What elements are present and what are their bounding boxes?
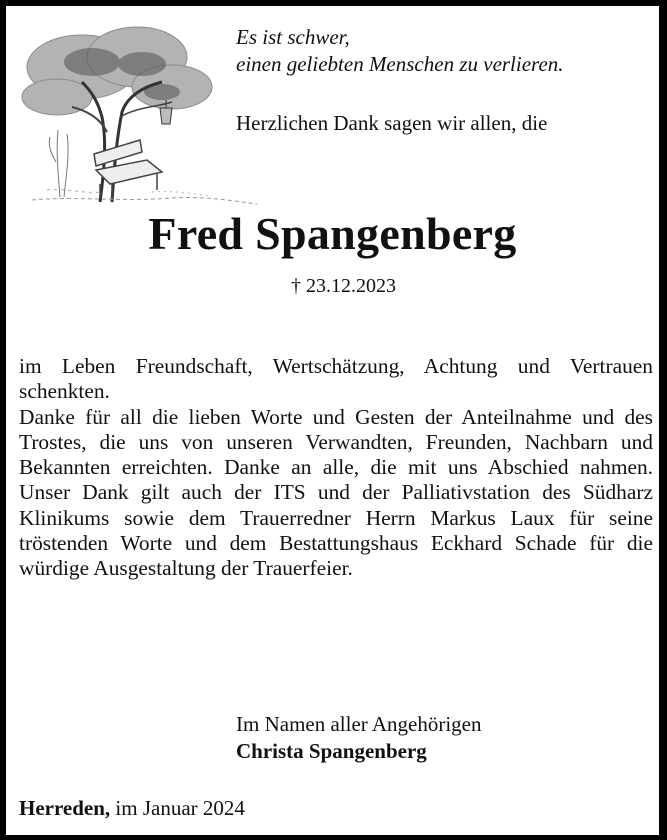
place-date: im Januar 2024 [110, 796, 245, 820]
signature-block [236, 711, 482, 765]
place-and-date [19, 795, 245, 822]
on-behalf-line: Im Namen aller Angehörigen [236, 712, 482, 736]
signer-name: Christa Spangenberg [236, 739, 427, 763]
place-city: Herreden, [19, 796, 111, 820]
tree-bench-illustration-icon [12, 12, 262, 207]
motto-quote [236, 24, 564, 78]
motto-line-1: Es ist schwer, [236, 25, 350, 49]
obituary-thank-you-notice [6, 6, 659, 835]
thanks-intro: Herzlichen Dank sagen wir allen, die [236, 111, 548, 135]
motto-line-2: einen geliebten Menschen zu verlieren. [236, 52, 564, 76]
body-paragraph-2: Danke für all die lieben Worte und Gesten der Anteilnahme und des Trostes, die uns von unseren Verwandten, Freunden, Nachbarn und Bekannten erreichten. Danke an alle, die mit uns Abschied nahmen. Unser Dank gilt auch der ITS und der Palliativstation des Südharz Klinikums sowie dem Trauerredner Herrn Markus Laux für seine tröstenden Worte und dem Bestattungshaus Eckhard Schade für die würdige Ausgestaltung der Trauerfeier. [19, 404, 653, 581]
deceased-name: Fred Spangenberg [148, 208, 517, 259]
thank-you-body [19, 354, 653, 582]
body-paragraph-1: im Leben Freundschaft, Wertschätzung, Achtung und Vertrauen schenkten. [19, 354, 653, 404]
death-date: † 23.12.2023 [291, 275, 396, 297]
